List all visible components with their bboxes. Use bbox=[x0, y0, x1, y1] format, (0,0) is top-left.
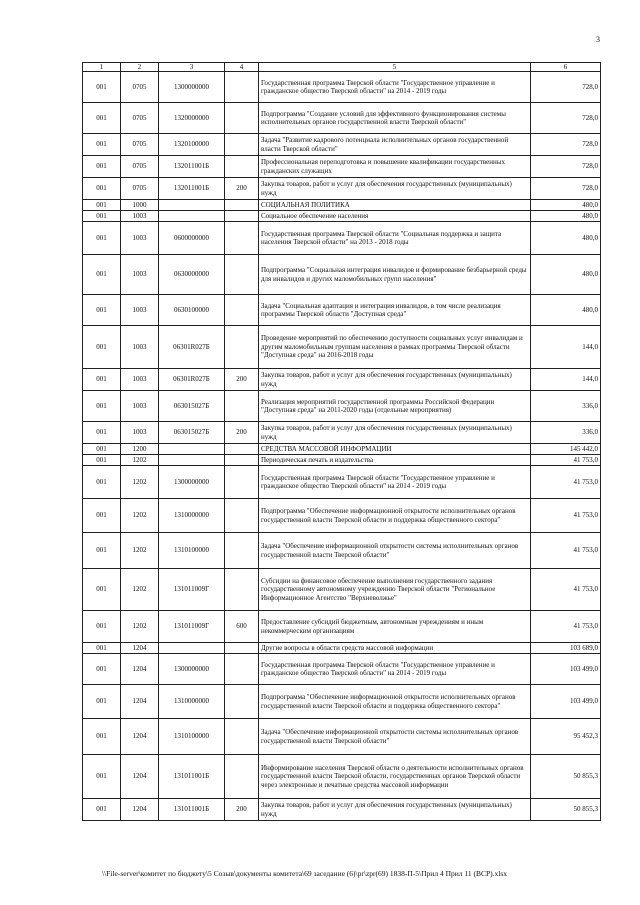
cell-name: Государственная программа Тверской области "Государственное управление и гражданское общество Тверской области" на 2014 - 2019 годы bbox=[259, 466, 531, 499]
cell-amount: 103 499,0 bbox=[531, 685, 601, 719]
cell-expense-type bbox=[225, 755, 259, 799]
cell-department-code: 001 bbox=[83, 178, 121, 200]
cell-amount: 480,0 bbox=[531, 222, 601, 255]
cell-amount: 50 855,3 bbox=[531, 755, 601, 799]
cell-name: Государственная программа Тверской области "Государственное управление и гражданское общество Тверской области" на 2014 - 2019 годы bbox=[259, 654, 531, 685]
cell-expense-type bbox=[225, 654, 259, 685]
cell-amount: 103 499,0 bbox=[531, 654, 601, 685]
cell-section-code: 0705 bbox=[121, 72, 159, 103]
table-row bbox=[83, 156, 601, 178]
cell-target-article: 131011009Г bbox=[159, 611, 225, 643]
table-row bbox=[83, 685, 601, 719]
cell-amount: 145 442,0 bbox=[531, 444, 601, 455]
cell-department-code: 001 bbox=[83, 799, 121, 821]
cell-section-code: 1204 bbox=[121, 755, 159, 799]
table-row bbox=[83, 326, 601, 369]
cell-expense-type: 200 bbox=[225, 178, 259, 200]
table-row bbox=[83, 719, 601, 755]
cell-section-code: 1003 bbox=[121, 255, 159, 295]
cell-section-code: 0705 bbox=[121, 134, 159, 156]
table-row bbox=[83, 211, 601, 222]
cell-target-article: 1310100000 bbox=[159, 719, 225, 755]
cell-department-code: 001 bbox=[83, 200, 121, 211]
table-row bbox=[83, 178, 601, 200]
cell-name: Государственная программа Тверской области "Социальная поддержка и защита населения Тверской области" на 2013 - 2018 годы bbox=[259, 222, 531, 255]
cell-target-article: 1310100000 bbox=[159, 533, 225, 569]
cell-department-code: 001 bbox=[83, 755, 121, 799]
cell-target-article: 1300000000 bbox=[159, 654, 225, 685]
cell-name: Государственная программа Тверской области "Государственное управление и гражданское общество Тверской области" на 2014 - 2019 годы bbox=[259, 72, 531, 103]
cell-department-code: 001 bbox=[83, 391, 121, 422]
cell-amount: 50 855,3 bbox=[531, 799, 601, 821]
cell-expense-type: 200 bbox=[225, 799, 259, 821]
cell-section-code: 1204 bbox=[121, 654, 159, 685]
cell-section-code: 1204 bbox=[121, 685, 159, 719]
cell-target-article bbox=[159, 455, 225, 466]
cell-department-code: 001 bbox=[83, 156, 121, 178]
cell-section-code: 1202 bbox=[121, 466, 159, 499]
table-row bbox=[83, 200, 601, 211]
cell-name: СОЦИАЛЬНАЯ ПОЛИТИКА bbox=[259, 200, 531, 211]
cell-department-code: 001 bbox=[83, 134, 121, 156]
cell-amount: 728,0 bbox=[531, 156, 601, 178]
cell-amount: 144,0 bbox=[531, 326, 601, 369]
table-row bbox=[83, 422, 601, 444]
cell-name: Задача "Социальная адаптация и интеграция инвалидов, в том числе реализация программы Тверской области "Доступная среда" bbox=[259, 295, 531, 326]
column-header-3: 3 bbox=[159, 63, 225, 72]
cell-expense-type bbox=[225, 685, 259, 719]
cell-amount: 728,0 bbox=[531, 178, 601, 200]
cell-target-article: 06301R027Б bbox=[159, 369, 225, 391]
cell-department-code: 001 bbox=[83, 455, 121, 466]
cell-amount: 480,0 bbox=[531, 255, 601, 295]
cell-section-code: 1204 bbox=[121, 799, 159, 821]
column-header-6: 6 bbox=[531, 63, 601, 72]
cell-name: Проведение мероприятий по обеспечению доступности социальных услуг инвалидам и другим маломобильным группам населения в рамках программы Тверской области "Доступная среда" на 2016-2018 годы bbox=[259, 326, 531, 369]
cell-name: Закупка товаров, работ и услуг для обеспечения государственных (муниципальных) нужд bbox=[259, 422, 531, 444]
cell-name: Задача "Развитие кадрового потенциала исполнительных органов государственной власти Тверской области" bbox=[259, 134, 531, 156]
cell-department-code: 001 bbox=[83, 499, 121, 533]
cell-amount: 728,0 bbox=[531, 103, 601, 134]
cell-amount: 41 753,0 bbox=[531, 466, 601, 499]
budget-table bbox=[82, 62, 601, 821]
cell-expense-type bbox=[225, 103, 259, 134]
cell-section-code: 1003 bbox=[121, 369, 159, 391]
cell-target-article: 132011001Б bbox=[159, 156, 225, 178]
cell-department-code: 001 bbox=[83, 611, 121, 643]
table-row bbox=[83, 391, 601, 422]
budget-table-body bbox=[83, 72, 601, 821]
cell-target-article: 063015027Б bbox=[159, 391, 225, 422]
cell-expense-type: 200 bbox=[225, 422, 259, 444]
cell-expense-type bbox=[225, 326, 259, 369]
cell-expense-type bbox=[225, 719, 259, 755]
cell-department-code: 001 bbox=[83, 466, 121, 499]
cell-name: Закупка товаров, работ и услуг для обеспечения государственных (муниципальных) нужд bbox=[259, 178, 531, 200]
cell-amount: 41 753,0 bbox=[531, 533, 601, 569]
cell-department-code: 001 bbox=[83, 103, 121, 134]
cell-name: Другие вопросы в области средств массовой информации bbox=[259, 643, 531, 654]
table-row bbox=[83, 295, 601, 326]
table-row bbox=[83, 799, 601, 821]
cell-name: Подпрограмма "Обеспечение информационной открытости исполнительных органов государственной власти Тверской области и поддержка общественного сектора" bbox=[259, 499, 531, 533]
cell-target-article: 1300000000 bbox=[159, 466, 225, 499]
cell-section-code: 1202 bbox=[121, 569, 159, 611]
table-row bbox=[83, 369, 601, 391]
cell-department-code: 001 bbox=[83, 72, 121, 103]
cell-section-code: 1003 bbox=[121, 295, 159, 326]
cell-name: Предоставление субсидий бюджетным, автономным учреждениям и иным некоммерческим организациям bbox=[259, 611, 531, 643]
cell-expense-type bbox=[225, 569, 259, 611]
cell-department-code: 001 bbox=[83, 685, 121, 719]
cell-section-code: 1202 bbox=[121, 533, 159, 569]
cell-section-code: 1003 bbox=[121, 422, 159, 444]
table-row bbox=[83, 466, 601, 499]
cell-expense-type bbox=[225, 444, 259, 455]
table-row bbox=[83, 72, 601, 103]
cell-name: Задача "Обеспечение информационной открытости системы исполнительных органов государственной власти Тверской области" bbox=[259, 719, 531, 755]
cell-expense-type bbox=[225, 499, 259, 533]
cell-section-code: 1202 bbox=[121, 499, 159, 533]
cell-target-article bbox=[159, 211, 225, 222]
cell-amount: 95 452,3 bbox=[531, 719, 601, 755]
cell-amount: 480,0 bbox=[531, 211, 601, 222]
cell-section-code: 1000 bbox=[121, 200, 159, 211]
cell-expense-type bbox=[225, 466, 259, 499]
cell-department-code: 001 bbox=[83, 569, 121, 611]
cell-department-code: 001 bbox=[83, 422, 121, 444]
column-header-1: 1 bbox=[83, 63, 121, 72]
cell-target-article: 1300000000 bbox=[159, 72, 225, 103]
table-row bbox=[83, 569, 601, 611]
cell-target-article: 131011009Г bbox=[159, 569, 225, 611]
cell-amount: 103 689,0 bbox=[531, 643, 601, 654]
cell-amount: 728,0 bbox=[531, 72, 601, 103]
cell-name: Подпрограмма "Социальная интеграция инвалидов и формирование безбарьерной среды для инвалидов и других маломобильных групп населения" bbox=[259, 255, 531, 295]
cell-expense-type bbox=[225, 391, 259, 422]
cell-amount: 41 753,0 bbox=[531, 569, 601, 611]
cell-expense-type: 200 bbox=[225, 369, 259, 391]
cell-expense-type bbox=[225, 134, 259, 156]
column-header-4: 4 bbox=[225, 63, 259, 72]
cell-amount: 336,0 bbox=[531, 422, 601, 444]
cell-department-code: 001 bbox=[83, 643, 121, 654]
cell-expense-type bbox=[225, 211, 259, 222]
table-row bbox=[83, 103, 601, 134]
cell-target-article: 0630000000 bbox=[159, 255, 225, 295]
cell-target-article: 0600000000 bbox=[159, 222, 225, 255]
cell-amount: 480,0 bbox=[531, 200, 601, 211]
cell-department-code: 001 bbox=[83, 444, 121, 455]
cell-expense-type bbox=[225, 643, 259, 654]
cell-target-article bbox=[159, 444, 225, 455]
cell-expense-type bbox=[225, 255, 259, 295]
cell-section-code: 1003 bbox=[121, 211, 159, 222]
cell-section-code: 1204 bbox=[121, 719, 159, 755]
table-row bbox=[83, 134, 601, 156]
cell-target-article bbox=[159, 643, 225, 654]
table-row bbox=[83, 755, 601, 799]
cell-expense-type bbox=[225, 455, 259, 466]
cell-section-code: 0705 bbox=[121, 178, 159, 200]
cell-target-article: 132011001Б bbox=[159, 178, 225, 200]
cell-name: Задача "Обеспечение информационной открытости системы исполнительных органов государственной власти Тверской области" bbox=[259, 533, 531, 569]
cell-name: Информирование населения Тверской области о деятельности исполнительных органов государственной власти Тверской области, государственных органов Тверской области через электронные и печатные средства массовой информации bbox=[259, 755, 531, 799]
cell-amount: 336,0 bbox=[531, 391, 601, 422]
cell-name: Подпрограмма "Обеспечение информационной открытости исполнительных органов государственной власти Тверской области и поддержка общественного сектора" bbox=[259, 685, 531, 719]
cell-name: Периодическая печать и издательства bbox=[259, 455, 531, 466]
table-row bbox=[83, 643, 601, 654]
cell-amount: 144,0 bbox=[531, 369, 601, 391]
cell-target-article: 063015027Б bbox=[159, 422, 225, 444]
cell-amount: 728,0 bbox=[531, 134, 601, 156]
cell-name: Подпрограмма "Создание условий для эффективного функционирования системы исполнительных органов государственной власти Тверской области" bbox=[259, 103, 531, 134]
cell-department-code: 001 bbox=[83, 211, 121, 222]
cell-section-code: 1003 bbox=[121, 222, 159, 255]
cell-expense-type bbox=[225, 72, 259, 103]
cell-target-article: 06301R027Б bbox=[159, 326, 225, 369]
cell-target-article: 1320100000 bbox=[159, 134, 225, 156]
cell-expense-type bbox=[225, 222, 259, 255]
cell-department-code: 001 bbox=[83, 654, 121, 685]
cell-target-article: 1310000000 bbox=[159, 499, 225, 533]
cell-name: Закупка товаров, работ и услуг для обеспечения государственных (муниципальных) нужд bbox=[259, 799, 531, 821]
table-row bbox=[83, 444, 601, 455]
page-number: 3 bbox=[596, 35, 600, 44]
cell-amount: 41 753,0 bbox=[531, 455, 601, 466]
cell-target-article bbox=[159, 200, 225, 211]
cell-amount: 41 753,0 bbox=[531, 611, 601, 643]
cell-section-code: 1003 bbox=[121, 326, 159, 369]
cell-name: Реализация мероприятий государственной программы Российской Федерации "Доступная среда" на 2011-2020 годы (отдельные мероприятия) bbox=[259, 391, 531, 422]
cell-department-code: 001 bbox=[83, 369, 121, 391]
cell-target-article: 131011001Б bbox=[159, 755, 225, 799]
cell-amount: 41 753,0 bbox=[531, 499, 601, 533]
cell-department-code: 001 bbox=[83, 295, 121, 326]
cell-expense-type bbox=[225, 200, 259, 211]
cell-section-code: 1202 bbox=[121, 611, 159, 643]
cell-department-code: 001 bbox=[83, 719, 121, 755]
table-row bbox=[83, 533, 601, 569]
cell-department-code: 001 bbox=[83, 222, 121, 255]
cell-section-code: 1200 bbox=[121, 444, 159, 455]
cell-section-code: 1202 bbox=[121, 455, 159, 466]
column-header-2: 2 bbox=[121, 63, 159, 72]
cell-department-code: 001 bbox=[83, 326, 121, 369]
cell-section-code: 1003 bbox=[121, 391, 159, 422]
cell-department-code: 001 bbox=[83, 533, 121, 569]
cell-target-article: 131011001Б bbox=[159, 799, 225, 821]
cell-section-code: 0705 bbox=[121, 156, 159, 178]
cell-department-code: 001 bbox=[83, 255, 121, 295]
cell-expense-type: 600 bbox=[225, 611, 259, 643]
table-row bbox=[83, 222, 601, 255]
cell-expense-type bbox=[225, 295, 259, 326]
table-header-row bbox=[83, 63, 601, 72]
cell-amount: 480,0 bbox=[531, 295, 601, 326]
cell-section-code: 0705 bbox=[121, 103, 159, 134]
cell-expense-type bbox=[225, 156, 259, 178]
cell-name: Закупка товаров, работ и услуг для обеспечения государственных (муниципальных) нужд bbox=[259, 369, 531, 391]
table-row bbox=[83, 654, 601, 685]
table-row bbox=[83, 611, 601, 643]
table-row bbox=[83, 255, 601, 295]
cell-expense-type bbox=[225, 533, 259, 569]
column-header-5: 5 bbox=[259, 63, 531, 72]
table-row bbox=[83, 499, 601, 533]
cell-name: Профессиональная переподготовка и повышение квалификации государственных гражданских служащих bbox=[259, 156, 531, 178]
cell-name: СРЕДСТВА МАССОВОЙ ИНФОРМАЦИИ bbox=[259, 444, 531, 455]
cell-name: Социальное обеспечение населения bbox=[259, 211, 531, 222]
cell-target-article: 0630100000 bbox=[159, 295, 225, 326]
cell-target-article: 1310000000 bbox=[159, 685, 225, 719]
footer-file-path: \\File-server\комитет по бюджету\5 Созыв\документы комитета\69 заседание (6)\pr\zpr(69) 1838-П-5\Прил 4 Прил 11 (ВСР).xlsx bbox=[102, 869, 508, 878]
cell-target-article: 1320000000 bbox=[159, 103, 225, 134]
cell-section-code: 1204 bbox=[121, 643, 159, 654]
cell-name: Субсидии на финансовое обеспечение выполнения государственного задания государственному автономному учреждению Тверской области "Региональное Информационное Агентство "Верхневолжье" bbox=[259, 569, 531, 611]
table-row bbox=[83, 455, 601, 466]
